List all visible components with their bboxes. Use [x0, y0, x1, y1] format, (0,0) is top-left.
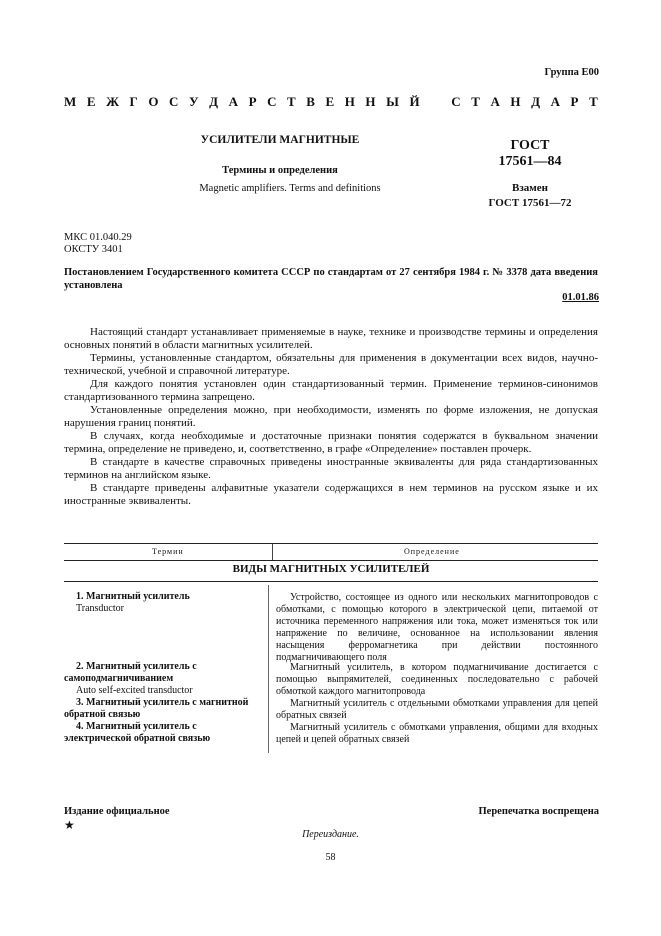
- replaces-block: [470, 181, 590, 211]
- gost-number: 17561—84: [498, 154, 562, 169]
- heading-letter: А: [228, 94, 238, 109]
- heading-letter: Й: [409, 94, 420, 109]
- reprint-notice: Перепечатка воспрещена: [478, 806, 599, 817]
- table-row-term: [76, 591, 262, 615]
- introduction-date: 01.01.86: [562, 292, 599, 303]
- heading-letter: Д: [531, 94, 541, 109]
- table-row-term: [64, 661, 262, 697]
- header-divider: [272, 544, 273, 560]
- edition-label: Издание официальное: [64, 806, 170, 817]
- heading-letter: Т: [471, 94, 480, 109]
- table-row-term: [64, 697, 262, 721]
- table-row-term: [64, 721, 262, 745]
- heading-letter: Г: [129, 94, 138, 109]
- intro-paragraph: Термины, установленные стандартом, обязательны для применения в документации всех видов, научно-технической, учебной и справочной литературе.: [64, 352, 598, 377]
- section-heading: ВИДЫ МАГНИТНЫХ УСИЛИТЕЛЕЙ: [232, 563, 430, 575]
- heading-letter: В: [306, 94, 315, 109]
- document-subtitle: Термины и определения: [222, 165, 338, 176]
- heading-letter: Р: [570, 94, 579, 109]
- heading-letter: О: [148, 94, 159, 109]
- intro-paragraph: В стандарте приведены алфавитные указатели содержащихся в нем терминов на русском языке и их иностранные эквиваленты.: [64, 482, 598, 507]
- classification-codes: [64, 232, 132, 256]
- heading-letter: А: [550, 94, 560, 109]
- heading-letter: У: [188, 94, 199, 109]
- table-row-definition: [276, 698, 598, 722]
- heading-letter: С: [451, 94, 461, 109]
- page-number: 58: [325, 852, 336, 863]
- heading-letter: Е: [86, 94, 96, 109]
- heading-letter: Н: [344, 94, 355, 109]
- heading-letter: А: [490, 94, 500, 109]
- table-row-definition: [276, 662, 598, 698]
- column-divider: [268, 585, 269, 753]
- document-title: УСИЛИТЕЛИ МАГНИТНЫЕ: [200, 134, 360, 146]
- heading-letter: С: [169, 94, 179, 109]
- term-english: Auto self-excited transductor: [76, 685, 193, 696]
- term-name: 3. Магнитный усилитель с магнитной обратной связью: [64, 697, 249, 720]
- mks-code: МКС 01.040.29: [64, 232, 132, 243]
- definition-text: Устройство, состоящее из одного или нескольких магнитопроводов с обмотками, с помощью которого в электрической цепи, питаемой от источника переменного напряжения или тока, может изменяться ток или напряжение по величине, основанное на использовании явления насыщения ферромагнетика при действии постоянного подмагничивающего поля: [276, 592, 598, 663]
- heading-letter: Н: [510, 94, 521, 109]
- intro-paragraph: Для каждого понятия установлен один стандартизованный термин. Применение терминов-синонимов стандартизованного термина запрещено.: [64, 378, 598, 403]
- group-code: Группа Е00: [544, 67, 599, 78]
- heading-letter: Т: [589, 94, 598, 109]
- heading-letter: Ы: [386, 94, 399, 109]
- term-english: Transductor: [76, 603, 124, 614]
- term-name: 1. Магнитный усилитель: [76, 591, 190, 602]
- heading-letter: Т: [287, 94, 296, 109]
- section-divider: [64, 581, 598, 582]
- okstu-code: ОКСТУ 3401: [64, 244, 123, 255]
- heading-letter: Е: [325, 94, 335, 109]
- definition-text: Магнитный усилитель с обмотками управления, общими для входных цепей и цепей обратных связей: [276, 722, 598, 745]
- intro-paragraph: Настоящий стандарт устанавливает применяемые в науке, технике и производстве термины и определения основных понятий в области магнитных усилителей.: [64, 326, 598, 351]
- english-title: Magnetic amplifiers. Terms and definitions: [199, 183, 381, 194]
- term-name: 4. Магнитный усилитель с электрической обратной связью: [64, 721, 211, 744]
- gost-label: ГОСТ: [510, 138, 550, 153]
- table-header: [64, 543, 598, 561]
- heading-letter: Д: [209, 94, 219, 109]
- reissue-note: Переиздание.: [302, 829, 359, 840]
- heading-letter: Н: [365, 94, 376, 109]
- column-header-term: Термин: [152, 547, 184, 556]
- standard-type-heading: [64, 94, 598, 110]
- replaces-number: ГОСТ 17561—72: [488, 197, 572, 209]
- introduction-text: [64, 326, 598, 508]
- decree-text: Постановлением Государственного комитета СССР по стандартам от 27 сентября 1984 г. № 3378 дата введения установлена: [64, 267, 598, 291]
- table-row-definition: [276, 722, 598, 746]
- intro-paragraph: В стандарте в качестве справочных приведены иностранные эквиваленты для ряда стандартизованных терминов на английском языке.: [64, 456, 598, 481]
- column-header-definition: Определение: [404, 547, 460, 556]
- star-icon: ★: [64, 818, 75, 832]
- definition-text: Магнитный усилитель, в котором подмагничивание достигается с помощью выпрямителей, соединенных последовательно с рабочей обмоткой каждого магнитопровода: [276, 662, 598, 697]
- definition-text: Магнитный усилитель с отдельными обмотками управления для цепей обратных связей: [276, 698, 598, 721]
- heading-letter: Р: [248, 94, 257, 109]
- heading-letter: М: [64, 94, 77, 109]
- intro-paragraph: В случаях, когда необходимые и достаточные признаки понятия содержатся в буквальном значении термина, определение не приведено, и, соответственно, в графе «Определение» поставлен прочерк.: [64, 430, 598, 455]
- term-name: 2. Магнитный усилитель с самоподмагничиванием: [64, 661, 197, 684]
- table-row-definition: [276, 592, 598, 664]
- intro-paragraph: Установленные определения можно, при необходимости, изменять по форме изложения, не допуская нарушения границ понятий.: [64, 404, 598, 429]
- heading-letter: С: [267, 94, 277, 109]
- heading-letter: Ж: [106, 94, 119, 109]
- replaces-label: Взамен: [512, 182, 548, 194]
- gost-designation: [470, 138, 590, 170]
